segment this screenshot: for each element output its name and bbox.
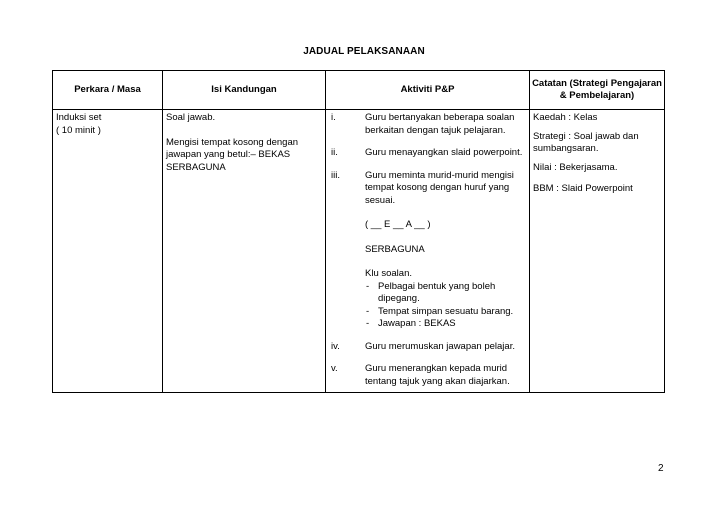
implementation-table (52, 70, 665, 393)
page-number: 2 (658, 463, 664, 474)
step-text: Guru merumuskan jawapan pelajar. (365, 340, 515, 352)
step-number: iv. (331, 340, 340, 352)
perkara-duration: ( 10 minit ) (56, 124, 101, 136)
step-text: Guru bertanyakan beberapa soalan berkaitan dengan tajuk pelajaran. (365, 112, 515, 136)
catatan-cell (530, 110, 665, 393)
step-number: ii. (331, 147, 338, 158)
header-isi: Isi Kandungan (163, 71, 326, 110)
header-row (53, 71, 665, 110)
hint-text: Tempat simpan sesuatu barang. (378, 305, 514, 317)
hint-item: - Jawapan : BEKAS (365, 318, 526, 331)
step-number: i. (331, 112, 336, 123)
activity-step (329, 147, 526, 160)
puzzle-text: ( __ E __ A __ ) (365, 219, 431, 230)
hint-list (365, 281, 526, 331)
page-title: JADUAL PELAKSANAAN (303, 46, 425, 57)
step-text: Guru menerangkan kepada murid tentang tajuk yang akan diajarkan. (365, 363, 510, 387)
step-text: Guru menayangkan slaid powerpoint. (365, 147, 523, 158)
perkara-cell (53, 110, 163, 393)
header-catatan: Catatan (Strategi Pengajaran & Pembelajaran) (530, 71, 665, 110)
isi-item: Soal jawab. (166, 112, 216, 123)
hint-title: Klu soalan. (365, 268, 413, 279)
header-aktiviti: Aktiviti P&P (326, 71, 530, 110)
hint-item: - Pelbagai bentuk yang boleh dipegang. (365, 281, 526, 306)
header-perkara: Perkara / Masa (53, 71, 163, 110)
isi-item: Mengisi tempat kosong dengan jawapan yang betul:– BEKAS SERBAGUNA (166, 136, 299, 173)
hint-text: Pelbagai bentuk yang boleh dipegang. (378, 280, 496, 304)
activity-step (329, 170, 526, 331)
perkara-name: Induksi set (56, 112, 102, 123)
hint-item: - Tempat simpan sesuatu barang. (365, 306, 526, 319)
activity-step (329, 112, 526, 137)
isi-cell (163, 110, 326, 393)
puzzle-answer: SERBAGUNA (365, 243, 425, 255)
step-text: Guru meminta murid-murid mengisi tempat kosong dengan huruf yang sesuai. (365, 169, 514, 206)
activity-step (329, 341, 526, 354)
aktiviti-cell (326, 110, 530, 393)
catatan-kaedah: Kaedah : Kelas (533, 112, 598, 123)
catatan-nilai: Nilai : Bekerjasama. (533, 161, 618, 173)
catatan-strategi: Strategi : Soal jawab dan sumbangsaran. (533, 130, 639, 154)
catatan-bbm: BBM : Slaid Powerpoint (533, 183, 633, 194)
activity-step (329, 363, 526, 388)
activity-list (329, 112, 526, 388)
hint-text: Jawapan : BEKAS (378, 318, 456, 329)
step-number: v. (331, 363, 338, 374)
step-number: iii. (331, 169, 340, 181)
table-row (53, 110, 665, 393)
